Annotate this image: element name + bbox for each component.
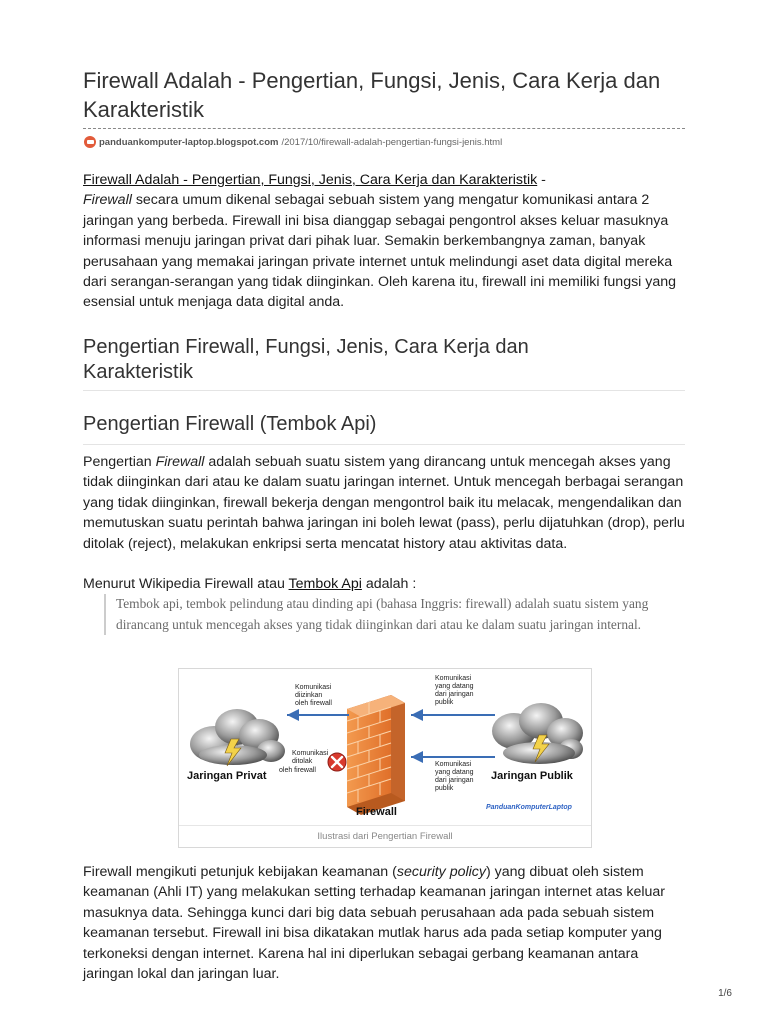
tembok-api-link[interactable]: Tembok Api xyxy=(288,576,362,592)
denied-label: Komunikasi ditolak oleh firewall xyxy=(279,750,329,774)
figure-caption: Ilustrasi dari Pengertian Firewall xyxy=(179,825,591,842)
brick-wall-icon xyxy=(347,695,405,815)
heading-1-rule xyxy=(83,390,685,391)
definition-paragraph: Pengertian Firewall adalah sebuah suatu sistem yang dirancang untuk mencegah akses yang tidak diinginkan dari atau ke dalam suatu jaringan internet. Untuk mencegah berbagai serangan yang tidak diinginkan, firewall bekerja dengan mengontrol baik itu melacak, mengendalikan dan memutuskan suatu perintah bahwa jaringan ini boleh lewat (pass), perlu dijatuhkan (drop), perlu ditolak (reject), melakukan enkripsi serta mencatat history atau aktivitas data. xyxy=(83,454,685,552)
page-title: Firewall Adalah - Pengertian, Fungsi, Jenis, Cara Kerja dan Karakteristik xyxy=(83,68,661,122)
deny-icon xyxy=(328,753,346,771)
wikipedia-quote: Tembok api, tembok pelindung atau dinding api (bahasa Inggris: firewall) adalah suatu sistem yang dirancang untuk mencegah akses yang tidak diinginkan dari atau ke dalam suatu jaringan internal. xyxy=(104,594,691,635)
public-network-label: Jaringan Publik xyxy=(491,770,573,782)
definition-text: adalah sebuah suatu sistem yang dirancang untuk mencegah akses yang tidak diinginkan dari atau ke dalam suatu jaringan internet. Untuk mencegah berbagai serangan yang tidak diinginkan, firewall bekerja dengan mengontrol baik itu melacak, mengendalikan dan memutuskan suatu perintah bahwa jaringan ini boleh lewat (pass), perlu dijatuhkan (drop), perlu ditolak (reject), melakukan enkripsi serta mencatat history atau aktivitas data. xyxy=(83,454,685,552)
favicon-icon xyxy=(84,136,96,148)
incoming-top-label: Komunikasi yang datang dari jaringan publik xyxy=(435,675,474,706)
source-domain: panduankomputer-laptop.blogspot.com xyxy=(99,136,279,148)
private-cloud-icon xyxy=(190,709,285,766)
source-url[interactable] xyxy=(84,136,502,148)
incoming-bottom-label: Komunikasi yang datang dari jaringan publik xyxy=(435,761,474,792)
brand-label: PanduanKomputerLaptop xyxy=(486,804,572,811)
wiki-line: Menurut Wikipedia Firewall atau Tembok Api adalah : xyxy=(83,576,417,592)
closing-paragraph: Firewall mengikuti petunjuk kebijakan keamanan (security policy) yang dibuat oleh sistem keamanan (Ahli IT) yang melakukan setting terhadap keamanan jaringan internet atas keluar masuknya data. Sehingga kunci dari big data sebuah perusahaan ada pada sebuah sistem keamanan tersebut. Firewall ini bisa dikatakan mutlak harus ada pada setiap komputer yang terkoneksi dengan internet. Karena hal ini diperlukan sebagai gerbang keamanan antara jaringan lokal dan jaringan luar. xyxy=(83,864,666,983)
closing-text: ) yang dibuat oleh sistem keamanan (Ahli IT) yang melakukan setting terhadap keamanan jaringan internet atas keluar masuknya data. Sehingga kunci dari big data sebuah perusahaan ada pada sebuah sistem keamanan tersebut. Firewall ini bisa dikatakan mutlak harus ada pada setiap komputer yang terkoneksi dengan internet. Karena hal ini diperlukan sebagai gerbang keamanan antara jaringan lokal dan jaringan luar. xyxy=(83,864,666,983)
closing-italic: security policy xyxy=(396,864,486,880)
definition-italic: Firewall xyxy=(155,454,205,470)
intro-link[interactable]: Firewall Adalah - Pengertian, Fungsi, Jenis, Cara Kerja dan Karakteristik xyxy=(83,172,538,188)
firewall-label: Firewall xyxy=(356,806,397,818)
intro-italic: Firewall xyxy=(83,192,132,209)
section-heading-2: Pengertian Firewall (Tembok Api) xyxy=(83,413,377,435)
title-divider xyxy=(83,128,685,129)
section-heading-1: Pengertian Firewall, Fungsi, Jenis, Cara Kerja dan Karakteristik xyxy=(83,336,529,383)
page-number: 1/6 xyxy=(718,988,732,999)
heading-2-rule xyxy=(83,444,685,445)
intro-paragraph: Firewall Adalah - Pengertian, Fungsi, Jenis, Cara Kerja dan Karakteristik - Firewall secara umum dikenal sebagai sebuah sistem yang mengatur komunikasi antara 2 jaringan yang berbeda. Firewall ini bisa dianggap sebagai pengontrol akses keluar masuknya informasi menuju jaringan privat dari pihak luar. Semakin berkembangnya zaman, banyak perusahaan yang memakai jaringan private internet untuk melindungi aset data digital mereka dari serangan-serangan yang tidak diinginkan. Oleh karena itu, firewall ini memiliki fungsi yang esensial untuk menjaga data digital anda. xyxy=(83,172,677,311)
private-network-label: Jaringan Privat xyxy=(187,770,267,782)
firewall-diagram xyxy=(179,669,591,825)
firewall-illustration xyxy=(178,668,592,848)
intro-text: secara umum dikenal sebagai sebuah sistem yang mengatur komunikasi antara 2 jaringan yang berbeda. Firewall ini bisa dianggap sebagai pengontrol akses keluar masuknya informasi menuju jaringan privat dari pihak luar. Semakin berkembangnya zaman, banyak perusahaan yang memakai jaringan private internet untuk melindungi aset data digital mereka dari serangan-serangan yang tidak diinginkan. Oleh karena itu, firewall ini memiliki fungsi yang esensial untuk menjaga data digital anda. xyxy=(83,192,677,311)
public-cloud-icon xyxy=(492,703,583,764)
allowed-label: Komunikasi diizinkan oleh firewall xyxy=(295,684,332,707)
source-path: /2017/10/firewall-adalah-pengertian-fungsi-jenis.html xyxy=(281,136,503,148)
